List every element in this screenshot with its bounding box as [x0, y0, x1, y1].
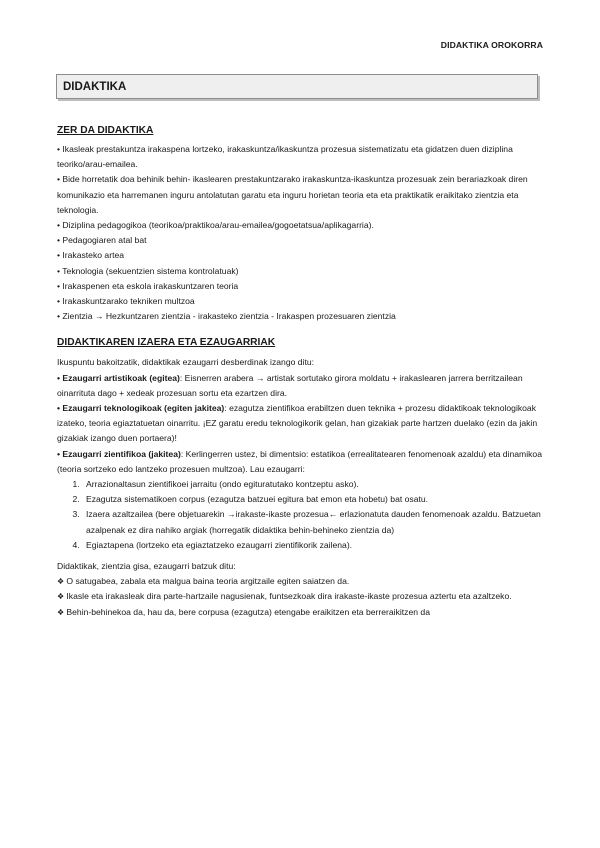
numbered-item: 1. Arrazionaltasun zientifikoei jarraitu (ondo egituratutako kontzeptu asko). — [82, 477, 543, 492]
feature-label: • Ezaugarri teknologikoak (egiten jakitea) — [57, 403, 225, 414]
document-body — [57, 124, 543, 620]
section-outro: Didaktikak, zientzia gisa, ezaugarri batzuk ditu: — [57, 561, 236, 572]
section-heading-2: DIDAKTIKAREN IZAERA ETA EZAUGARRIAK — [57, 337, 276, 349]
list-item: • Irakasteko artea — [57, 250, 125, 261]
list-item: • Ikasleak prestakuntza irakaspena lortzeko, irakaskuntza/ikaskuntza prozesua sistematizatu eta gidatzen duen diziplina teoriko/arau-emailea. — [57, 144, 513, 170]
numbered-item: 3. Izaera azaltzailea (bere objetuarekin →irakaste-ikaste prozesua← erlazionatuta dauden fenomenoak azaldu. Batzuetan azalpenak ez dira nahiko argiak (horregatik didaktika behin-behineko zientzia da) — [82, 507, 543, 537]
list-item: • Teknologia (sekuentzien sistema kontrolatuak) — [57, 265, 239, 276]
list-item: • Diziplina pedagogikoa (teorikoa/praktikoa/arau-emailea/gogoetatsua/aplikagarria). — [57, 220, 374, 231]
page-title: DIDAKTIKA — [63, 81, 127, 93]
diamond-bullet-item: ❖ Ikasle eta irakasleak dira parte-hartzaile nagusienak, funtsezkoak dira irakaste-ikaste prozesua aztertu eta azaltzeko. — [57, 589, 543, 604]
section-intro: Ikuspuntu bakoitzatik, didaktikak ezaugarri desberdinak izango ditu: — [57, 357, 315, 368]
list-item: • Irakaskuntzarako tekniken multzoa — [57, 296, 195, 307]
feature-text: : Eisnerren arabera → artistak sortutako girora moldatu + irakaslearen jarrera berritzailean oinarrituta dago + xedeak prozesuan sortu eta ezartzen dira. — [57, 372, 523, 398]
page-header: DIDAKTIKA OROKORRA — [440, 40, 543, 50]
section-heading-1: ZER DA DIDAKTIKA — [57, 125, 154, 136]
numbered-list — [57, 477, 543, 553]
numbered-item: 2. Ezagutza sistematikoen corpus (ezagutza batzuei egitura bat emon eta hobetu) bat osatu. — [82, 492, 543, 507]
list-item: • Pedagogiaren atal bat — [57, 235, 147, 246]
diamond-bullet-item: ❖ O satugabea, zabala eta malgua baina teoria argitzaile egiten saiatzen da. — [57, 574, 543, 589]
list-item: • Zientzia → Hezkuntzaren zientzia - irakasteko zientzia - Irakaspen prozesuaren zientzia — [57, 311, 396, 322]
title-box — [56, 74, 538, 99]
feature-text: : ezagutza zientifikoa erabiltzen duen teknika + prozesu didaktikoak teknologikoak izateko, teoria egiaztatuetan oinarritu. ¡EZ garatu eredu teknologikorik gelan, han gizakiak parte hartzen duelako (ezin da jakin gizakiak izango duen portaera)! — [57, 403, 538, 444]
list-item: • Bide horretatik doa behinik behin- ikaslearen prestakuntzarako irakaskuntza-ikaskuntza prozesuak zein berariazkoak diren komunikazio eta harremanen inguru antolatutan garatu eta inguru horietan teoria eta eta praktikatik eraikitako zientzia eta teknologia. — [57, 174, 528, 215]
feature-item — [57, 401, 543, 447]
feature-label: • Ezaugarri artistikoak (egitea) — [57, 372, 180, 383]
feature-label: • Ezaugarri zientifikoa (jakitea) — [57, 448, 181, 459]
feature-item — [57, 447, 543, 477]
feature-text: : Kerlingerren ustez, bi dimentsio: estatikoa (errealitatearen fenomenoak azaldu) eta dinamikoa (teoria sortzeko edo lantzeko prozesuen multzoa). Lau ezaugarri: — [57, 448, 542, 474]
feature-item — [57, 371, 543, 401]
list-item: • Irakaspenen eta eskola irakaskuntzaren teoria — [57, 280, 239, 291]
diamond-bullet-item: ❖ Behin-behinekoa da, hau da, bere corpusa (ezagutza) etengabe eraikitzen eta berreraikitzen da — [57, 605, 543, 620]
numbered-item: 4. Egiaztapena (lortzeko eta egiaztatzeko ezaugarri zientifikorik zailena). — [82, 538, 543, 553]
